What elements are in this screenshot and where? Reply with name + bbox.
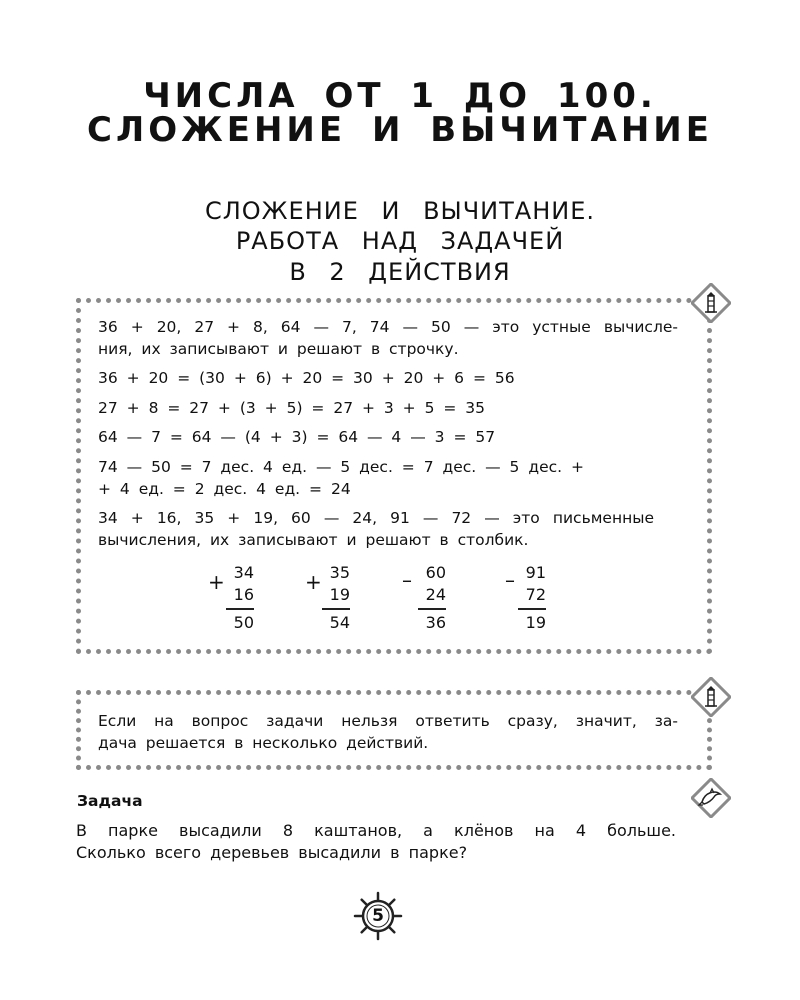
column-op: + [305, 570, 322, 594]
column-op: – [402, 568, 412, 592]
equation-4-line1: 74 — 50 = 7 дес. 4 ед. — 5 дес. = 7 дес. — 5 дес. + [98, 458, 584, 476]
task-line2: Сколько всего деревьев высадили в парке? [76, 843, 468, 862]
task-heading: Задача [77, 792, 143, 810]
column-line [226, 608, 254, 610]
column-line [418, 608, 446, 610]
column-top: 91 [525, 563, 546, 582]
column-result: 50 [233, 613, 254, 632]
column-op: + [208, 570, 225, 594]
column-bottom: 16 [233, 585, 254, 604]
column-top: 35 [329, 563, 350, 582]
column-result: 54 [329, 613, 350, 632]
note-line2: дача решается в несколько действий. [98, 734, 429, 752]
column-bottom: 72 [525, 585, 546, 604]
column-op: – [505, 568, 515, 592]
lighthouse-icon [691, 677, 731, 717]
lighthouse-icon [691, 283, 731, 323]
note-line1: Если на вопрос задачи нельзя ответить сразу, значит, за- [98, 712, 678, 730]
column-line [322, 608, 350, 610]
column-result: 36 [425, 613, 446, 632]
column-line [518, 608, 546, 610]
section-title-line2: РАБОТА НАД ЗАДАЧЕЙ [235, 227, 565, 255]
equation-4-line2: + 4 ед. = 2 дес. 4 ед. = 24 [98, 480, 351, 498]
column-bottom: 19 [329, 585, 350, 604]
written-line1: 34 + 16, 35 + 19, 60 — 24, 91 — 72 — это письменные [98, 509, 654, 527]
page-number-badge [353, 891, 403, 941]
written-line2: вычисления, их записывают и решают в столбик. [98, 531, 529, 549]
equation-3: 64 — 7 = 64 — (4 + 3) = 64 — 4 — 3 = 57 [98, 428, 496, 446]
dolphin-icon [691, 778, 731, 818]
equation-2: 27 + 8 = 27 + (3 + 5) = 27 + 3 + 5 = 35 [98, 399, 486, 417]
chapter-title-line2: СЛОЖЕНИЕ И ВЫЧИТАНИЕ [87, 110, 713, 150]
column-bottom: 24 [425, 585, 446, 604]
intro-line2: ния, их записывают и решают в строчку. [98, 340, 459, 358]
chapter-title-line1: ЧИСЛА ОТ 1 ДО 100. [143, 76, 657, 116]
column-top: 60 [425, 563, 446, 582]
column-top: 34 [233, 563, 254, 582]
equation-1: 36 + 20 = (30 + 6) + 20 = 30 + 20 + 6 = 56 [98, 369, 515, 387]
column-result: 19 [525, 613, 546, 632]
page-number: 5 [372, 906, 384, 926]
section-title-line3: В 2 ДЕЙСТВИЯ [289, 258, 511, 286]
section-title-line1: СЛОЖЕНИЕ И ВЫЧИТАНИЕ. [204, 197, 595, 225]
intro-line1: 36 + 20, 27 + 8, 64 — 7, 74 — 50 — это устные вычисле- [98, 318, 678, 336]
task-line1: В парке высадили 8 каштанов, а клёнов на 4 больше. [76, 821, 676, 840]
